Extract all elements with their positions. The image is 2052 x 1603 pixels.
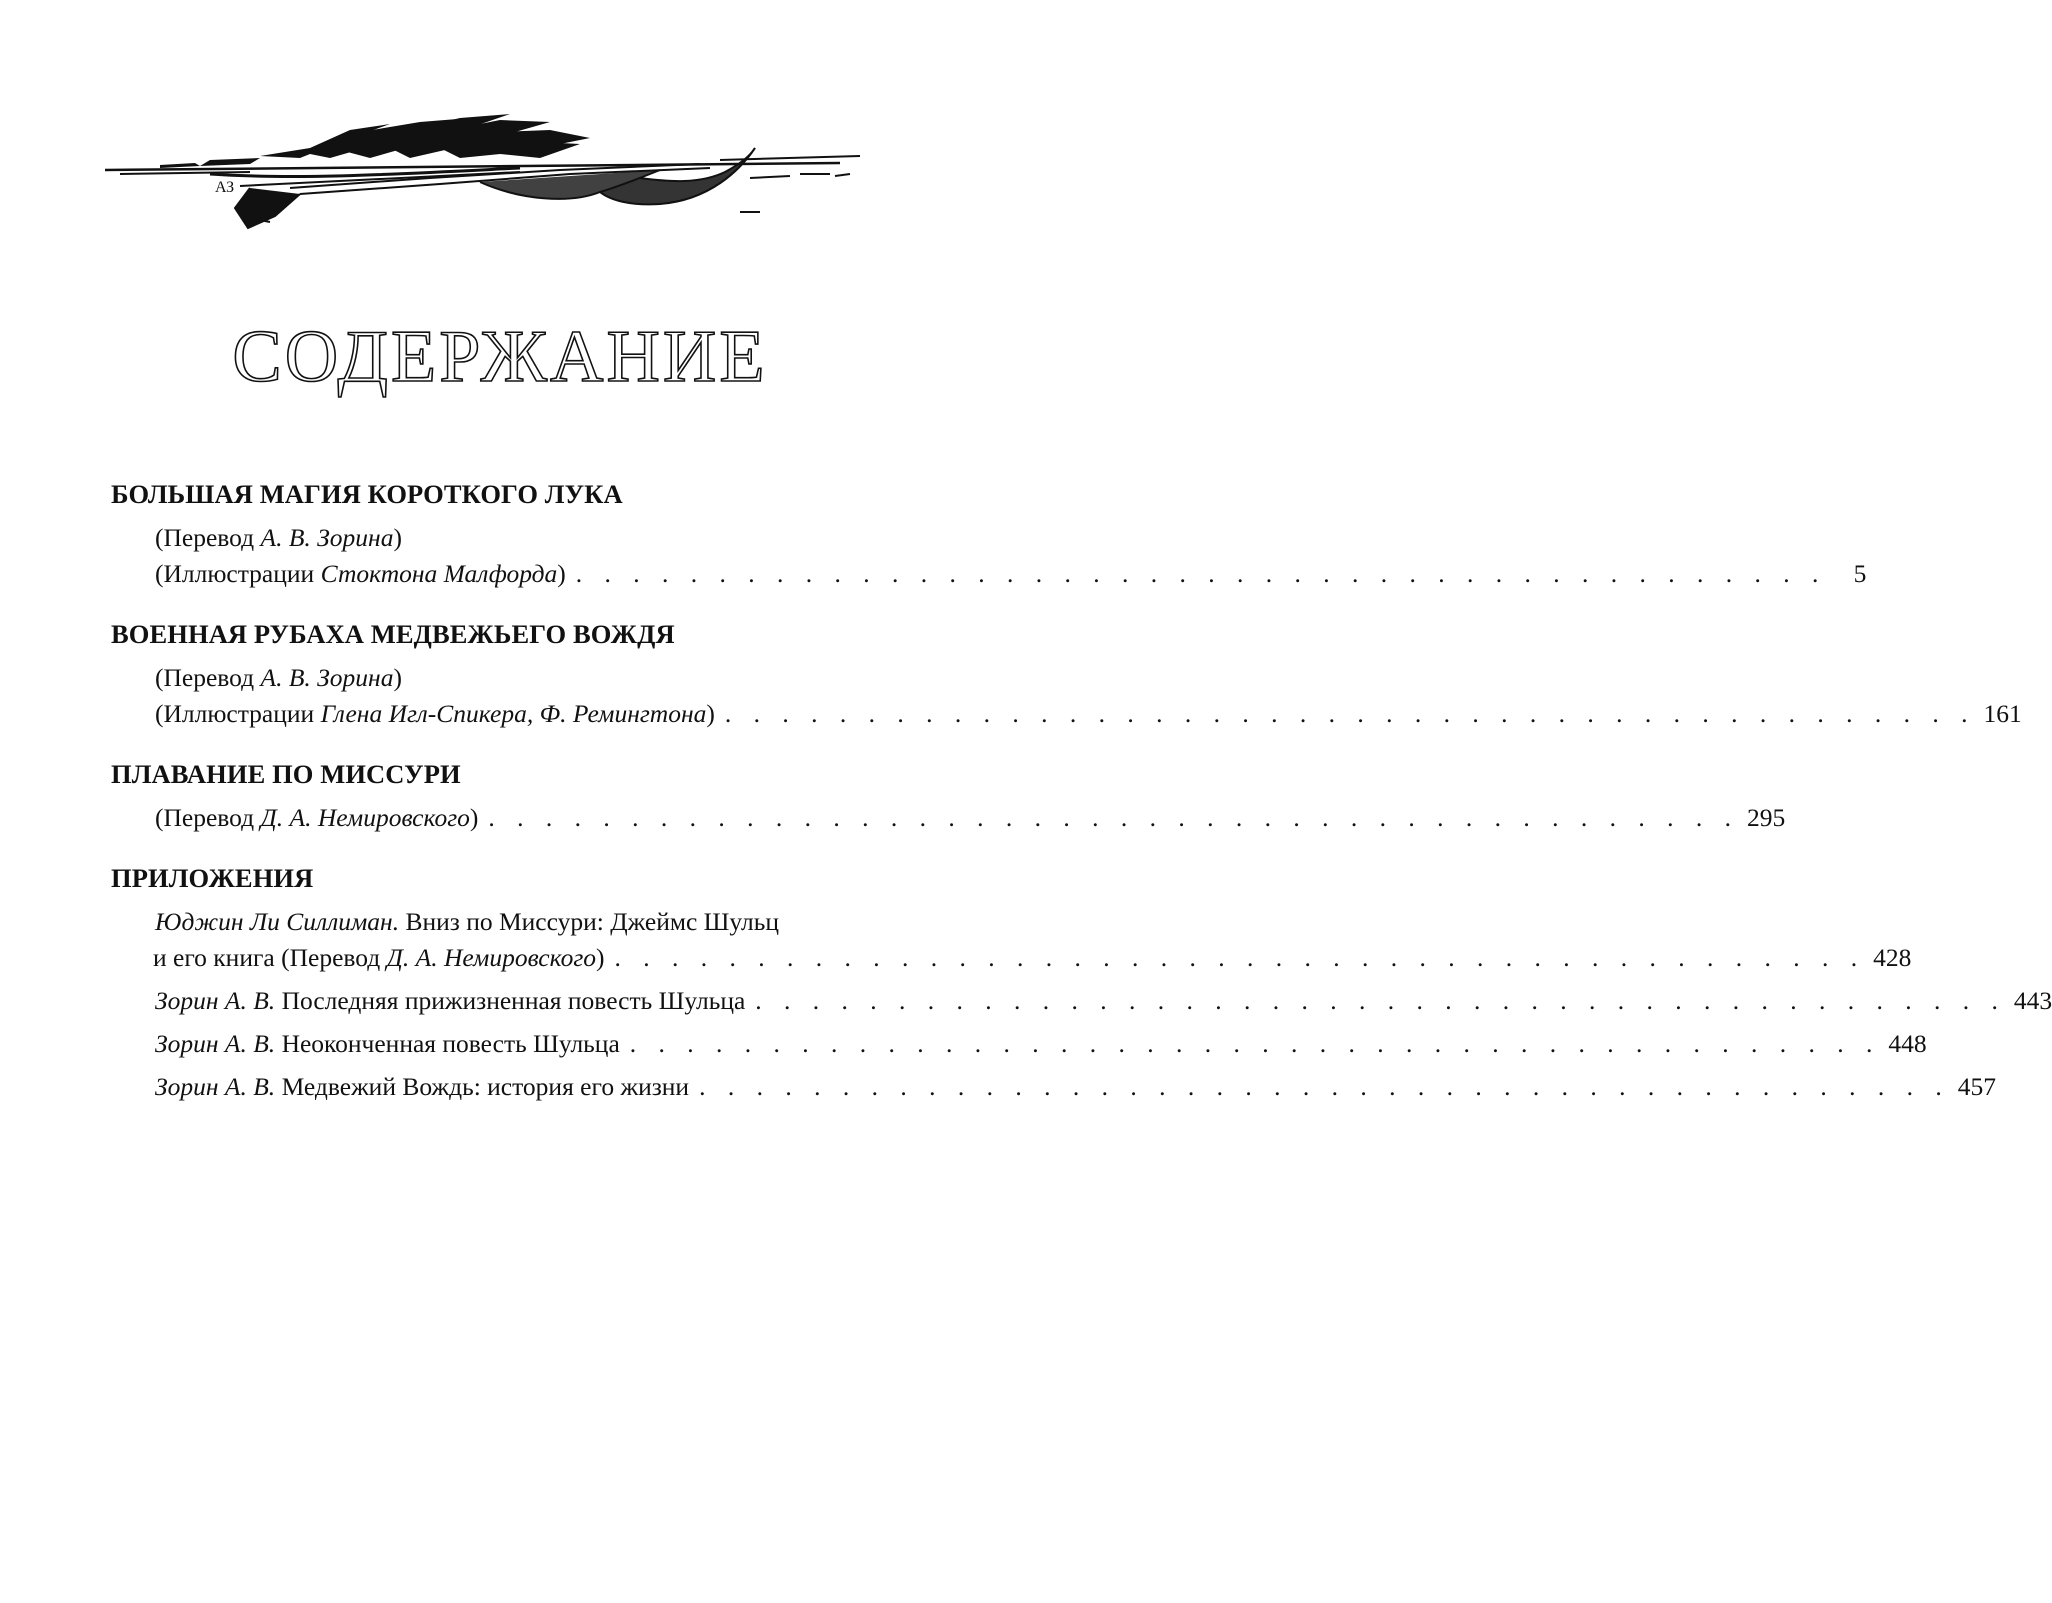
page-number: 448 [1888,1029,1927,1058]
dot-leader: . . . . . . . . . . . . . . . . . . . . . . . . . . . . . . . . . . . . . . . . . . . . [724,699,1976,728]
dot-leader: . . . . . . . . . . . . . . . . . . . . . . . . . . . . . . . . . . . . . . . . . . . . [488,803,1740,832]
translation-line: (Перевод А. В. Зорина) [155,663,402,692]
appendix-item-line: Зорин А. В. Неоконченная повесть Шульца . . . . . . . . . . . . . . . . . . . . . . . . . . . . . . . . . . . . . . . . . . . . 448 [111,1026,911,1062]
monogram: АЗ [215,179,235,196]
section-title: ПЛАВАНИЕ ПО МИССУРИ [111,759,461,789]
dot-leader: . . . . . . . . . . . . . . . . . . . . . . . . . . . . . . . . . . . . . . . . . . . . [575,559,1827,588]
page-number: 457 [1957,1072,1996,1101]
section-title: ПРИЛОЖЕНИЯ [111,863,314,893]
dot-leader: . . . . . . . . . . . . . . . . . . . . . . . . . . . . . . . . . . . . . . . . . . . . [699,1072,1950,1101]
appendix-item-line: и его книга (Перевод Д. А. Немировского) . . . . . . . . . . . . . . . . . . . . . . . . . . . . . . . . . . . . . . . . . . . . 428 [111,940,911,976]
toc-section-3 [111,756,1786,836]
toc-section-2 [111,616,2022,732]
page-number: 161 [1983,699,2022,728]
table-of-contents [111,476,2052,1119]
appendix-item-line: Юджин Ли Силлиман. Вниз по Миссури: Джеймс Шульц [155,907,780,936]
page-number: 428 [1873,943,1912,972]
rifle-feathers-ornament-icon [100,108,870,248]
page-number: 5 [1853,559,1867,588]
appendix-item-line: Зорин А. В. Последняя прижизненная повесть Шульца . . . . . . . . . . . . . . . . . . . . . . . . . . . . . . . . . . . . . . . . . . . . 443 [111,983,911,1019]
dot-leader: . . . . . . . . . . . . . . . . . . . . . . . . . . . . . . . . . . . . . . . . . . . . [614,943,1866,972]
toc-section-1 [111,476,1867,592]
dot-leader: . . . . . . . . . . . . . . . . . . . . . . . . . . . . . . . . . . . . . . . . . . . . [629,1029,1881,1058]
illustration-line: (Иллюстрации Стоктона Малфорда) . . . . . . . . . . . . . . . . . . . . . . . . . . . . . . . . . . . . . . . . . . . . 5 [111,556,911,592]
page-number: 295 [1747,803,1786,832]
translation-line: (Перевод А. В. Зорина) [155,523,402,552]
dot-leader: . . . . . . . . . . . . . . . . . . . . . . . . . . . . . . . . . . . . . . . . . . . . [755,986,2006,1015]
translation-line: (Перевод Д. А. Немировского) . . . . . . . . . . . . . . . . . . . . . . . . . . . . . . . . . . . . . . . . . . . . 295 [111,800,911,836]
illustration-line: (Иллюстрации Глена Игл-Спикера, Ф. Ремингтона) . . . . . . . . . . . . . . . . . . . . . . . . . . . . . . . . . . . . . . . . . . . . 161 [111,696,911,732]
toc-appendix [111,860,2052,1105]
section-title: БОЛЬШАЯ МАГИЯ КОРОТКОГО ЛУКА [111,479,623,509]
page-number: 443 [2013,986,2052,1015]
section-title: ВОЕННАЯ РУБАХА МЕДВЕЖЬЕГО ВОЖДЯ [111,619,675,649]
page-title: СОДЕРЖАНИЕ [232,316,768,398]
appendix-item-line: Зорин А. В. Медвежий Вождь: история его жизни . . . . . . . . . . . . . . . . . . . . . . . . . . . . . . . . . . . . . . . . . . . . 457 [111,1069,911,1105]
